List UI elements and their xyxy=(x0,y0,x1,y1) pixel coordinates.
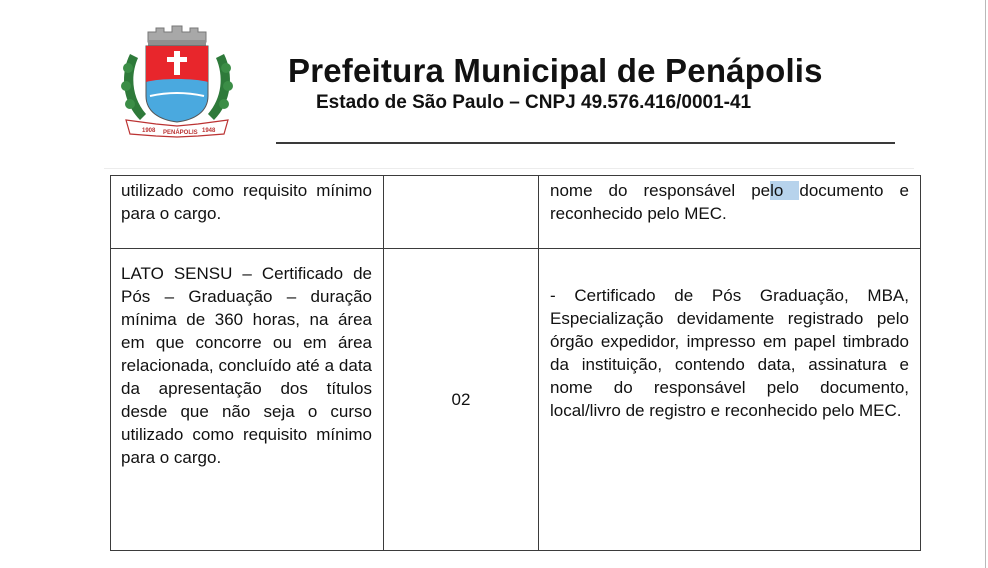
text-selection-highlight[interactable]: lo xyxy=(770,181,800,200)
proof-text-part: nome do responsável pe xyxy=(550,181,771,200)
proof-text: - Certificado de Pós Graduação, MBA, Especialização devidamente registrado pelo órgão expedidor, impresso em papel timbrado da instituição, contendo data, assinatura e nome do responsável pelo documento, local/livro de registro e reconhecido pelo MEC. xyxy=(550,286,909,420)
page-edge-line xyxy=(985,0,986,568)
table-row xyxy=(111,249,921,551)
svg-text:1908: 1908 xyxy=(142,128,156,134)
points-cell xyxy=(384,176,539,249)
proof-cell xyxy=(539,249,921,551)
document-subtitle: Estado de São Paulo – CNPJ 49.576.416/0001-41 xyxy=(316,92,752,113)
proof-cell xyxy=(539,176,921,249)
document-title: Prefeitura Municipal de Penápolis xyxy=(288,52,823,89)
table-row xyxy=(111,176,921,249)
requirement-text: utilizado como requisito mínimo para o cargo. xyxy=(121,181,372,223)
municipal-coat-of-arms-icon xyxy=(118,24,236,138)
svg-text:PENÁPOLIS: PENÁPOLIS xyxy=(163,130,198,136)
header-divider xyxy=(276,142,895,144)
requirement-text: LATO SENSU – Certificado de Pós – Graduação – duração mínima de 360 horas, na área em que concorre ou em área relacionada, concluído até a data da apresentação dos títulos desde que não seja o curso utilizado como requisito mínimo para o cargo. xyxy=(121,264,372,467)
proof-text[interactable] xyxy=(540,177,919,225)
titles-table xyxy=(110,175,921,551)
proof-text-part: documento e reconhecido pelo MEC. xyxy=(550,181,909,223)
requirement-cell xyxy=(111,249,384,551)
page-break-line xyxy=(104,168,914,169)
requirement-cell xyxy=(111,176,384,249)
points-text: 02 xyxy=(451,390,471,409)
svg-text:1948: 1948 xyxy=(202,128,216,134)
points-cell xyxy=(384,249,539,551)
